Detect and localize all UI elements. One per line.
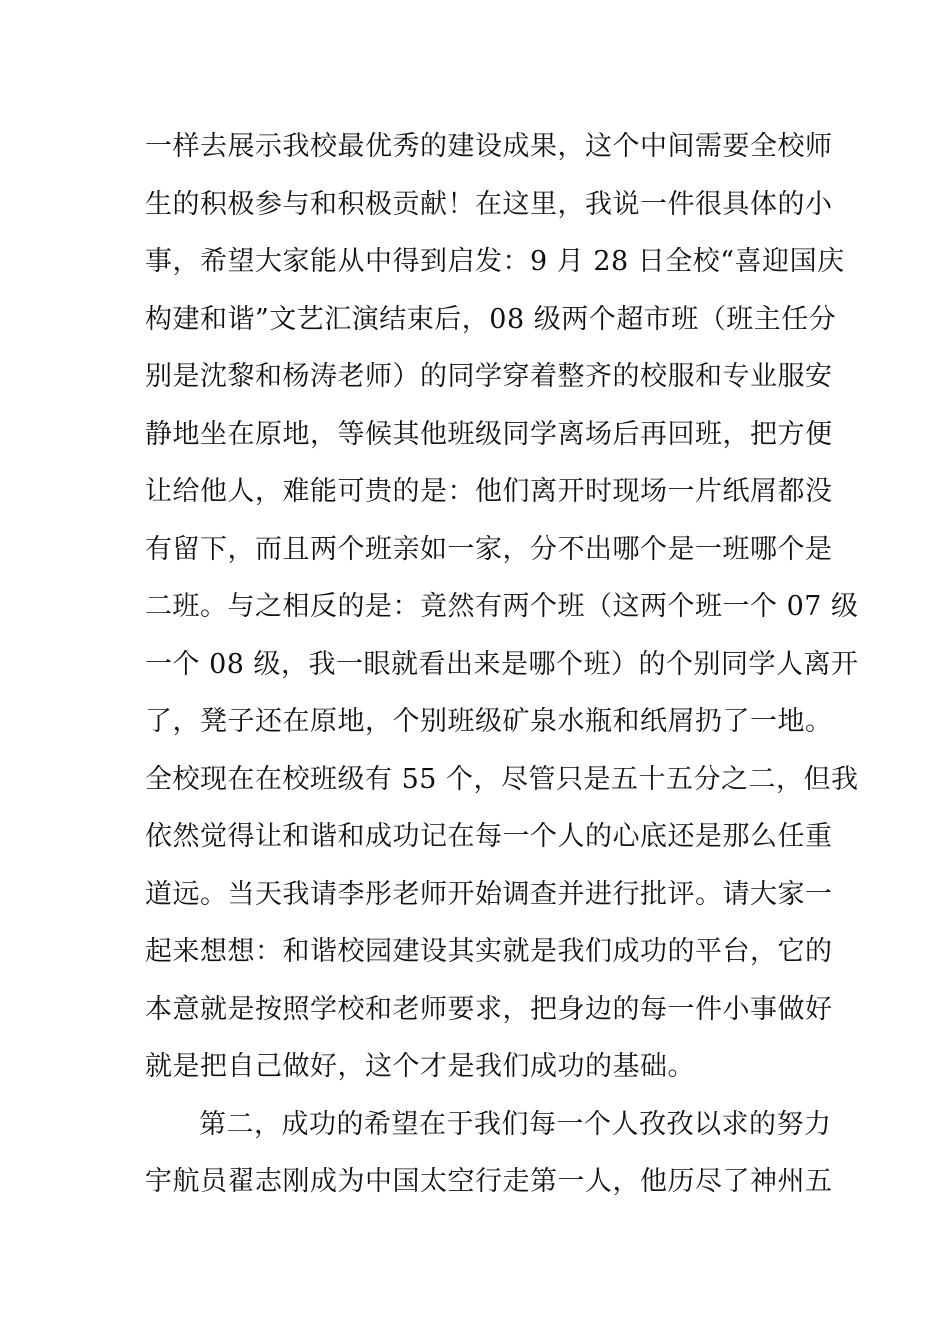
text-line: 让给他人，难能可贵的是：他们离开时现场一片纸屑都没 xyxy=(145,476,833,507)
text-line: 静地坐在原地，等候其他班级同学离场后再回班，把方便 xyxy=(145,418,833,450)
text-line: 事，希望大家能从中得到启发：9 月 28 日全校“喜迎国庆 xyxy=(145,246,845,277)
text-line: 宇航员翟志刚成为中国太空行走第一人，他历尽了神州五 xyxy=(145,1166,833,1197)
paragraph-start-line: 第二，成功的希望在于我们每一个人孜孜以求的努力 xyxy=(199,1108,832,1140)
text-line: 本意就是按照学校和老师要求，把身边的每一件小事做好 xyxy=(145,993,833,1025)
text-line: 依然觉得让和谐和成功记在每一个人的心底还是那么任重 xyxy=(145,821,833,852)
text-line: 道远。当天我请李彤老师开始调查并进行批评。请大家一 xyxy=(145,878,833,910)
text-line: 就是把自己做好，这个才是我们成功的基础。 xyxy=(145,1051,695,1082)
text-line: 构建和谐”文艺汇演结束后，08 级两个超市班（班主任分 xyxy=(145,303,837,335)
text-line: 别是沈黎和杨涛老师）的同学穿着整齐的校服和专业服安 xyxy=(145,361,833,392)
text-line: 一个 08 级，我一眼就看出来是哪个班）的个别同学人离开 xyxy=(145,648,859,680)
text-line: 了，凳子还在原地，个别班级矿泉水瓶和纸屑扔了一地。 xyxy=(145,706,833,737)
text-line: 一样去展示我校最优秀的建设成果，这个中间需要全校师 xyxy=(145,131,833,162)
body-text xyxy=(145,118,859,1211)
text-line: 全校现在在校班级有 55 个，尽管只是五十五分之二，但我 xyxy=(145,763,859,795)
text-line: 生的积极参与和积极贡献！在这里，我说一件很具体的小 xyxy=(145,188,833,220)
text-line: 二班。与之相反的是：竟然有两个班（这两个班一个 07 级 xyxy=(145,591,859,622)
text-line: 起来想想：和谐校园建设其实就是我们成功的平台，它的 xyxy=(145,936,833,967)
text-line: 有留下，而且两个班亲如一家，分不出哪个是一班哪个是 xyxy=(145,533,833,565)
